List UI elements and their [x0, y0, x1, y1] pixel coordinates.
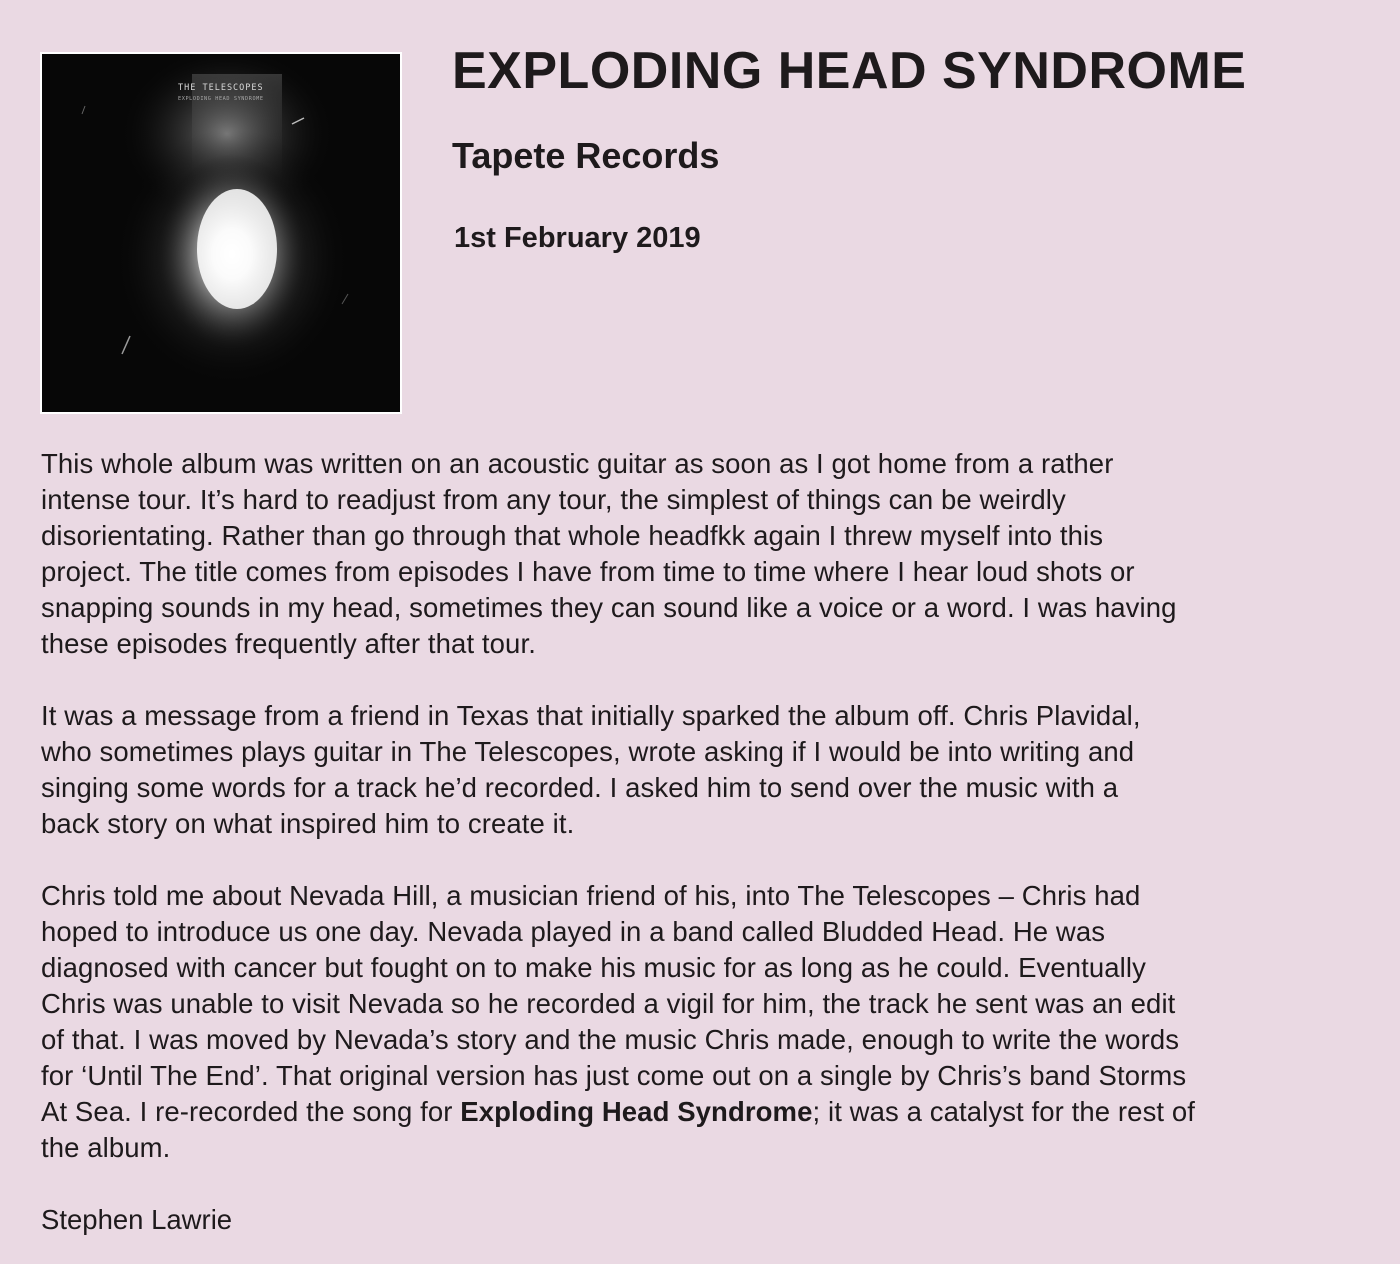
text-line: intense tour. It’s hard to readjust from any tour, the simplest of things can be weirdly: [41, 484, 1066, 515]
cover-band-text: THE TELESCOPES: [178, 83, 264, 93]
paragraph-2: [41, 698, 1359, 842]
text-line: project. The title comes from episodes I have from time to time where I hear loud shots or: [41, 556, 1135, 587]
text-line: Chris told me about Nevada Hill, a musician friend of his, into The Telescopes – Chris had: [41, 880, 1141, 911]
album-title: EXPLODING HEAD SYNDROME: [452, 42, 1247, 100]
album-cover-art: [42, 54, 400, 412]
text-span: ; it was a catalyst for the rest of: [812, 1096, 1196, 1127]
text-line: of that. I was moved by Nevada’s story and the music Chris made, enough to write the words: [41, 1024, 1180, 1055]
album-name-emphasis: Exploding Head Syndrome: [460, 1096, 813, 1127]
cover-album-text: EXPLODING HEAD SYNDROME: [178, 96, 264, 102]
text-line: these episodes frequently after that tour.: [41, 628, 536, 659]
press-release-text: [41, 446, 1359, 1238]
text-line: disorientating. Rather than go through that whole headfkk again I threw myself into this: [41, 520, 1104, 551]
paragraph-3: [41, 878, 1359, 1166]
text-line: snapping sounds in my head, sometimes they can sound like a voice or a word. I was having: [41, 592, 1177, 623]
text-line: This whole album was written on an acoustic guitar as soon as I got home from a rather: [41, 448, 1114, 479]
text-line: It was a message from a friend in Texas that initially sparked the album off. Chris Plavidal,: [41, 700, 1141, 731]
text-line: hoped to introduce us one day. Nevada played in a band called Bludded Head. He was: [41, 916, 1106, 947]
record-label: Tapete Records: [452, 135, 720, 176]
paragraph-1: [41, 446, 1359, 662]
text-line: for ‘Until The End’. That original version has just come out on a single by Chris’s band Storms: [41, 1060, 1187, 1091]
text-line: [41, 1094, 1359, 1130]
album-cover: [40, 52, 402, 414]
signature: Stephen Lawrie: [41, 1204, 233, 1235]
text-span: At Sea. I re-recorded the song for: [41, 1096, 461, 1127]
text-line: diagnosed with cancer but fought on to make his music for as long as he could. Eventually: [41, 952, 1146, 983]
release-date: 1st February 2019: [454, 222, 701, 254]
text-line: who sometimes plays guitar in The Telescopes, wrote asking if I would be into writing and: [41, 736, 1135, 767]
text-line: Chris was unable to visit Nevada so he recorded a vigil for him, the track he sent was an edit: [41, 988, 1176, 1019]
text-line: back story on what inspired him to create it.: [41, 808, 575, 839]
text-line: the album.: [41, 1132, 171, 1163]
text-line: singing some words for a track he’d recorded. I asked him to send over the music with a: [41, 772, 1119, 803]
